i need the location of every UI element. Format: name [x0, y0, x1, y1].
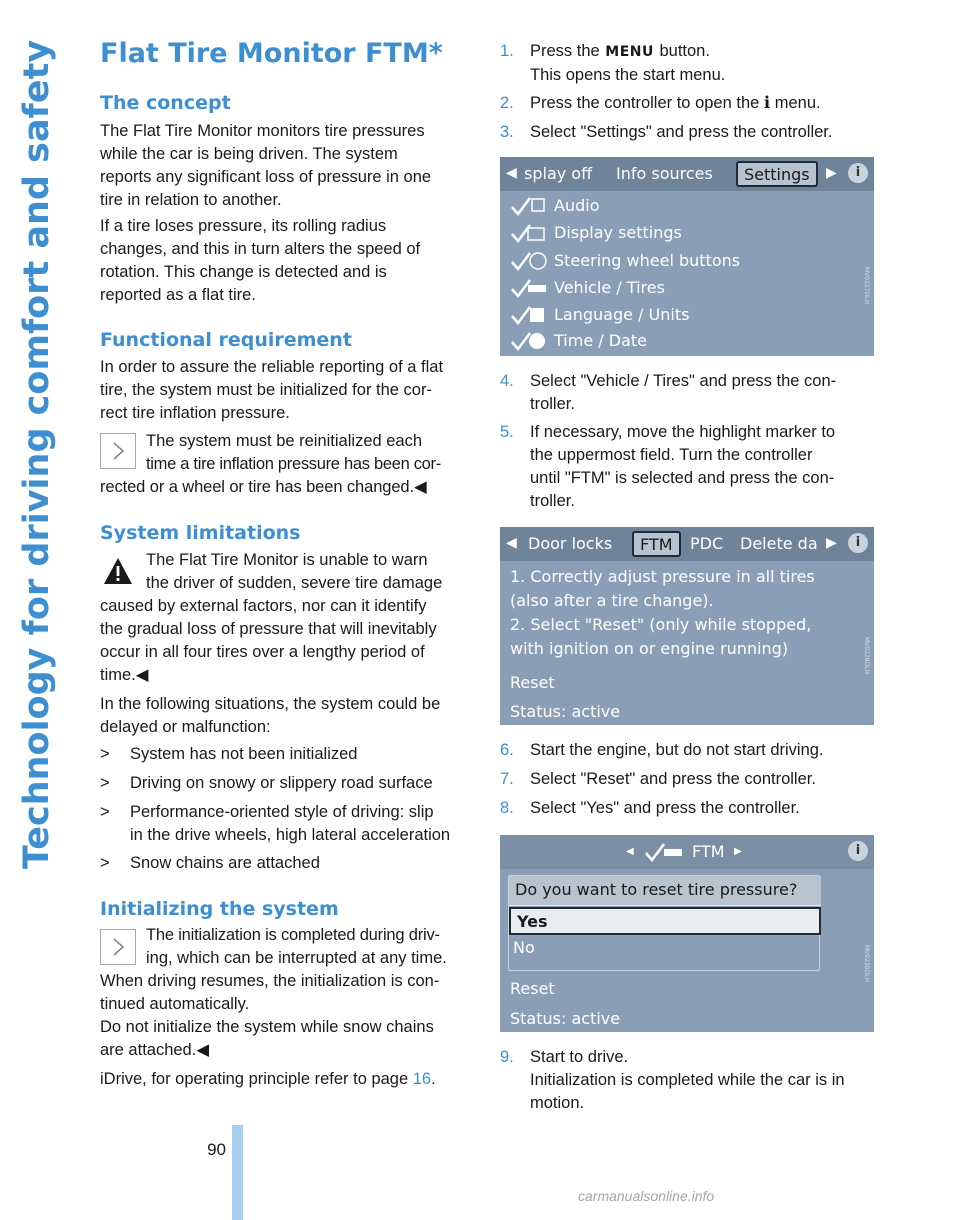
check-display-icon — [510, 222, 548, 244]
screen-tab-selected: Settings — [736, 161, 818, 187]
initializing-note — [100, 924, 475, 1062]
screen-top-bar — [500, 157, 874, 191]
step-text: Press the controller to open the ℹ menu. — [530, 94, 821, 112]
list-item — [100, 852, 475, 875]
text-line: Do not initialize the system while snow chains — [100, 1018, 434, 1036]
screen-reset-item: Reset — [510, 673, 555, 692]
concept-paragraph-1 — [100, 120, 472, 212]
heading-initializing: Initializing the system — [100, 898, 339, 920]
text-line: (also after a tire change). — [510, 591, 714, 610]
bullet-marker: > — [100, 803, 110, 821]
step-text — [530, 1046, 875, 1115]
text-line: changes, and this in turn alters the speed of — [100, 240, 421, 258]
text-line: rect tire inflation pressure. — [100, 404, 290, 422]
step-text — [530, 370, 875, 416]
text-line: In the following situations, the system could be — [100, 695, 441, 713]
text-line: reports any significant loss of pressure in one — [100, 168, 432, 186]
list-item — [100, 801, 475, 847]
concept-paragraph-2 — [100, 215, 472, 307]
screen-menu-item: Audio — [554, 196, 600, 215]
image-code: MV0230DLH — [863, 945, 870, 983]
text-line: If necessary, move the highlight marker to — [530, 423, 836, 441]
step-text: Start the engine, but do not start driving. — [530, 741, 824, 759]
image-code: MV0229DLH — [863, 637, 870, 675]
text-block — [130, 801, 475, 847]
step-9 — [500, 1046, 875, 1115]
text-line: System has not been initialized — [130, 745, 358, 763]
text: button. — [654, 42, 710, 60]
text-line: in the drive wheels, high lateral acceleration — [130, 826, 451, 844]
idrive-screen-reset-dialog — [500, 835, 874, 1032]
page-link[interactable]: 16 — [412, 1070, 432, 1088]
text-line: the gradual loss of pressure that will inevitably — [100, 620, 437, 638]
dialog-yes-option: Yes — [509, 907, 821, 935]
text-line: time a tire inflation pressure has been cor- — [146, 455, 441, 473]
check-clock-icon — [510, 330, 548, 352]
screen-instructions — [510, 565, 815, 661]
text-line: The initialization is completed during driv- — [146, 926, 440, 944]
step-number: 9. — [500, 1048, 514, 1066]
check-audio-icon — [510, 195, 548, 217]
check-vehicle-icon — [644, 841, 684, 863]
screen-menu-item: Language / Units — [554, 305, 690, 324]
text-line: tinued automatically. — [100, 995, 250, 1013]
text-line: 2. Select "Reset" (only while stopped, — [510, 615, 812, 634]
step-6 — [500, 739, 875, 762]
step-text: Select "Settings" and press the controller. — [530, 123, 833, 141]
arrow-left-icon: ◀ — [506, 165, 517, 181]
screen-top-bar — [500, 527, 874, 561]
step-5 — [500, 421, 875, 513]
text-line: with ignition on or engine running) — [510, 639, 789, 658]
idrive-screen-ftm — [500, 527, 874, 725]
page-marker-bar — [232, 1125, 243, 1220]
step-text — [530, 421, 875, 513]
screen-tab: PDC — [690, 534, 724, 553]
arrow-right-icon: ▶ — [826, 165, 837, 181]
screen-status: Status: active — [510, 1009, 621, 1028]
bullet-marker: > — [100, 745, 110, 763]
dialog-question: Do you want to reset tire pressure? — [509, 876, 821, 906]
bullet-marker: > — [100, 774, 110, 792]
page-number: 90 — [207, 1140, 226, 1159]
text-line: rected or a wheel or tire has been changed.◀ — [100, 478, 427, 496]
screen-top-bar — [500, 835, 874, 869]
chapter-side-title: Technology for driving comfort and safety — [17, 40, 57, 870]
text-line: caused by external factors, nor can it identify — [100, 597, 427, 615]
screen-menu-item: Vehicle / Tires — [554, 278, 665, 297]
text-line: Performance-oriented style of driving: slip — [130, 803, 434, 821]
step-8 — [500, 797, 875, 820]
heading-system-limitations: System limitations — [100, 522, 301, 544]
page-title: Flat Tire Monitor FTM* — [100, 38, 443, 69]
screen-tab: Door locks — [528, 534, 613, 553]
limitations-paragraph — [100, 693, 475, 739]
text-line: troller. — [530, 492, 575, 510]
info-icon: i — [848, 163, 868, 183]
idrive-reference — [100, 1068, 475, 1091]
step-text: Select "Yes" and press the controller. — [530, 799, 800, 817]
step-text — [530, 40, 875, 87]
bullet-marker: > — [100, 854, 110, 872]
text-line: In order to assure the reliable reporting of a flat — [100, 358, 444, 376]
step-number: 4. — [500, 372, 514, 390]
list-item — [100, 772, 475, 795]
check-vehicle-icon — [510, 277, 548, 299]
step-number: 5. — [500, 423, 514, 441]
arrow-right-icon: ▶ — [734, 846, 742, 857]
menu-key-label: MENU — [604, 41, 655, 64]
check-steering-icon — [510, 250, 548, 272]
step-3 — [500, 121, 875, 144]
text-line: tire in relation to another. — [100, 191, 282, 209]
text-line: the uppermost field. Turn the controller — [530, 446, 813, 464]
step-text: Select "Reset" and press the controller. — [530, 770, 816, 788]
screen-tab: Info sources — [616, 164, 713, 183]
heading-concept: The concept — [100, 92, 231, 114]
text-line: Start to drive. — [530, 1048, 629, 1066]
text-line: This opens the start menu. — [530, 66, 726, 84]
step-1 — [500, 40, 875, 86]
watermark: carmanualsonline.info — [578, 1188, 715, 1204]
text-line: ing, which can be interrupted at any time. — [146, 949, 447, 967]
text-line: Snow chains are attached — [130, 854, 320, 872]
arrow-right-icon: ▶ — [826, 535, 837, 551]
text-line: 1. Correctly adjust pressure in all tires — [510, 567, 815, 586]
text-line: reported as a flat tire. — [100, 286, 256, 304]
text: Press the — [530, 42, 605, 60]
heading-functional-requirement: Functional requirement — [100, 329, 352, 351]
info-icon: i — [848, 841, 868, 861]
text-line: are attached.◀ — [100, 1041, 210, 1059]
text-line: The system must be reinitialized each — [146, 432, 423, 450]
text-line: delayed or malfunction: — [100, 718, 271, 736]
text-line: tire, the system must be initialized for the cor- — [100, 381, 432, 399]
screen-menu-item: Steering wheel buttons — [554, 251, 741, 270]
arrow-left-icon: ◀ — [506, 535, 517, 551]
step-number: 3. — [500, 123, 514, 141]
info-icon: i — [848, 533, 868, 553]
functional-paragraph — [100, 356, 472, 425]
dialog-no-option: No — [513, 938, 535, 957]
text-line: occur in all four tires over a lengthy period of — [100, 643, 425, 661]
text-line: The Flat Tire Monitor is unable to warn — [146, 551, 428, 569]
step-number: 1. — [500, 42, 514, 60]
screen-menu-item: Time / Date — [554, 331, 647, 350]
screen-tab: splay off — [524, 164, 593, 183]
text-line: rotation. This change is detected and is — [100, 263, 387, 281]
step-7 — [500, 768, 875, 791]
text: . — [431, 1070, 436, 1088]
check-language-icon — [510, 304, 548, 326]
limitations-warning — [100, 549, 475, 687]
step-number: 8. — [500, 799, 514, 817]
text-line: the driver of sudden, severe tire damage — [146, 574, 443, 592]
step-4 — [500, 370, 875, 416]
screen-title: FTM — [692, 842, 725, 861]
text-line: The Flat Tire Monitor monitors tire pressures — [100, 122, 425, 140]
text-line: Select "Vehicle / Tires" and press the con- — [530, 372, 837, 390]
idrive-screen-settings — [500, 157, 874, 356]
screen-reset-item: Reset — [510, 979, 555, 998]
step-2 — [500, 92, 875, 115]
text-line: troller. — [530, 395, 575, 413]
step-number: 2. — [500, 94, 514, 112]
text: iDrive, for operating principle refer to page — [100, 1070, 413, 1088]
reset-dialog — [508, 875, 820, 971]
screen-tab: Delete da — [740, 534, 818, 553]
functional-note — [100, 430, 475, 499]
text-line: until "FTM" is selected and press the con- — [530, 469, 835, 487]
screen-tab-selected: FTM — [632, 531, 681, 557]
text-line: If a tire loses pressure, its rolling radius — [100, 217, 387, 235]
text-line: Driving on snowy or slippery road surface — [130, 774, 433, 792]
step-number: 6. — [500, 741, 514, 759]
step-number: 7. — [500, 770, 514, 788]
text-line: Initialization is completed while the car is in — [530, 1071, 845, 1089]
arrow-left-icon: ◀ — [626, 846, 634, 857]
text-line: motion. — [530, 1094, 585, 1112]
list-item — [100, 743, 475, 766]
image-code: MV0227DLH — [863, 267, 870, 305]
text-line: When driving resumes, the initialization is con- — [100, 972, 440, 990]
text-line: time.◀ — [100, 666, 149, 684]
screen-menu-item: Display settings — [554, 223, 682, 242]
text-line: while the car is being driven. The system — [100, 145, 398, 163]
screen-status: Status: active — [510, 702, 621, 721]
